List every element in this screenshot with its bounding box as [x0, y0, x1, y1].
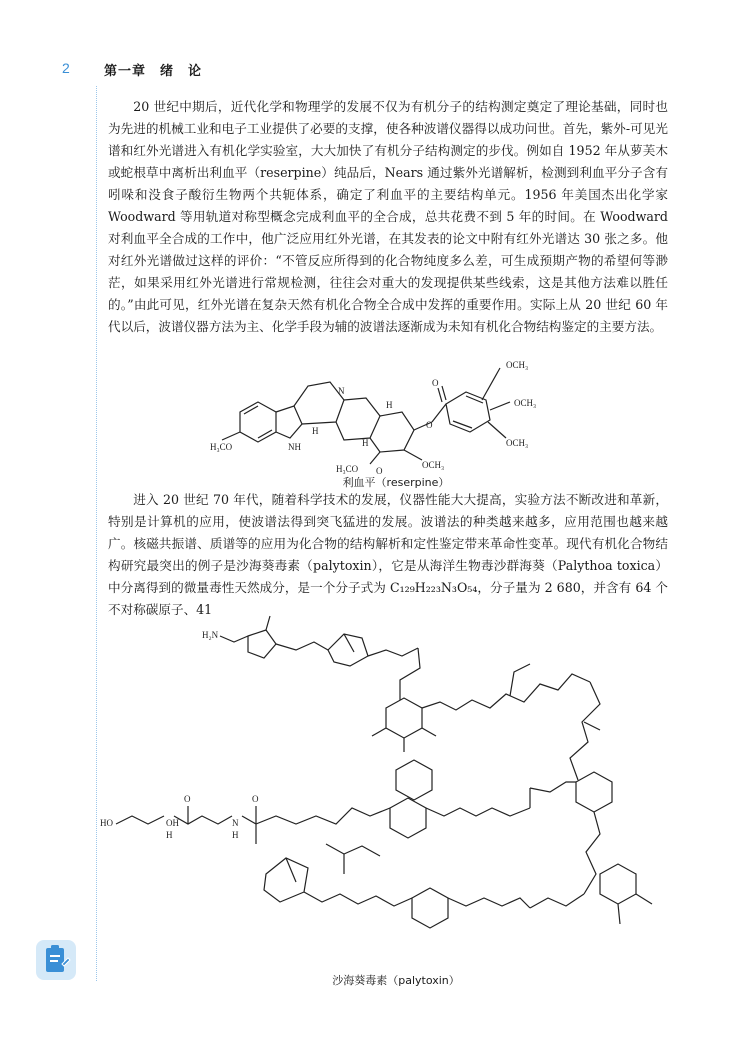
page-number: 2 — [62, 60, 70, 76]
palytoxin-structure — [100, 612, 690, 962]
chapter-title: 第一章 绪 论 — [104, 63, 203, 78]
reserpine-label-o3: O — [376, 466, 383, 476]
reserpine-caption: 利血平（reserpine） — [342, 476, 450, 489]
reserpine-label-och3-top: OCH₃ — [506, 360, 529, 370]
reserpine-label-nh: NH — [288, 442, 301, 452]
palytoxin-label-o2: O — [252, 794, 259, 804]
palytoxin-label-n2: N — [232, 818, 239, 828]
paragraph-2: 进入 20 世纪 70 年代，随着科学技术的发展，仪器性能大大提高，实验方法不断改进和革新，特别是计算机的应用，使波谱法得到突飞猛进的发展。波谱法的种类越来越多，应用范围也越来越广。核磁共振谱、质谱等的应用为化合物的结构解析和定性鉴定带来革命性变革。现代有机化合物结构研究最突出的例子是沙海葵毒素（palytoxin），它是从海洋生物毒沙群海葵（Palythoa toxica）中分离得到的微量毒性天然成分，是一个分子式为 C₁₂₉H₂₂₃N₃O₅₄，分子量为 2 680，并含有 64 个不对称碳原子、41 — [108, 492, 668, 617]
reserpine-label-h1: H — [312, 426, 319, 436]
palytoxin-caption: 沙海葵毒素（palytoxin） — [332, 974, 460, 987]
reserpine-structure — [210, 342, 590, 477]
reserpine-label-h3: H — [362, 438, 369, 448]
palytoxin-label-h2n: H₂N — [202, 630, 219, 640]
palytoxin-label-n1: OH — [166, 818, 179, 828]
reserpine-label-och3-e: OCH₃ — [422, 460, 445, 470]
reserpine-label-o1: O — [426, 420, 433, 430]
reserpine-label-och3-mid: OCH₃ — [514, 398, 537, 408]
reserpine-label-och3-low: OCH₃ — [506, 438, 529, 448]
reserpine-label-h2: H — [386, 400, 393, 410]
reserpine-label-n: N — [338, 386, 345, 396]
palytoxin-label-o1: O — [184, 794, 191, 804]
reserpine-label-h3co-ester: H₃CO — [336, 464, 359, 474]
palytoxin-label-h1: H — [166, 830, 173, 840]
paragraph-1: 20 世纪中期后，近代化学和物理学的发展不仅为有机分子的结构测定奠定了理论基础，同时也为先进的机械工业和电子工业提供了必要的支撑，使各种波谱仪器得以成功问世。首先，紫外-可见光谱和红外光谱进入有机化学实验室，大大加快了有机分子结构测定的步伐。例如自 1952 年从萝芙木或蛇根草中离析出利血平（reserpine）纯品后，Nears 通过紫外光谱解析，检测到利血平分子含有吲哚和没食子酸衍生物两个共轭体系，确定了利血平的主要结构单元。1956 年美国杰出化学家 Woodward 等用轨道对称型概念完成利血平的全合成，总共花费不到 5 年的时间。在 Woodward 对利血平全合成的工作中，他广泛应用红外光谱，在其发表的论文中附有红外光谱达 30 张之多。他对红外光谱做过这样的评价：“不管反应所得到的化合物纯度多么差，可生成预期产物的希望何等渺茫，如果采用红外光谱进行常规检测，往往会对重大的发现提供某些线索，这是其他方法难以胜任的。”由此可见，红外光谱在复杂天然有机化合物全合成中发挥的重要作用。实际上从 20 世纪 60 年代以后，波谱仪器方法为主、化学手段为辅的波谱法逐渐成为未知有机化合物结构鉴定的主要方法。 — [108, 99, 668, 334]
reserpine-label-h3co: H₃CO — [210, 442, 233, 452]
palytoxin-label-ho: HO — [100, 818, 113, 828]
margin-rule — [96, 86, 97, 981]
note-edit-icon[interactable] — [36, 940, 76, 980]
palytoxin-label-h2: H — [232, 830, 239, 840]
reserpine-label-o2: O — [432, 378, 439, 388]
